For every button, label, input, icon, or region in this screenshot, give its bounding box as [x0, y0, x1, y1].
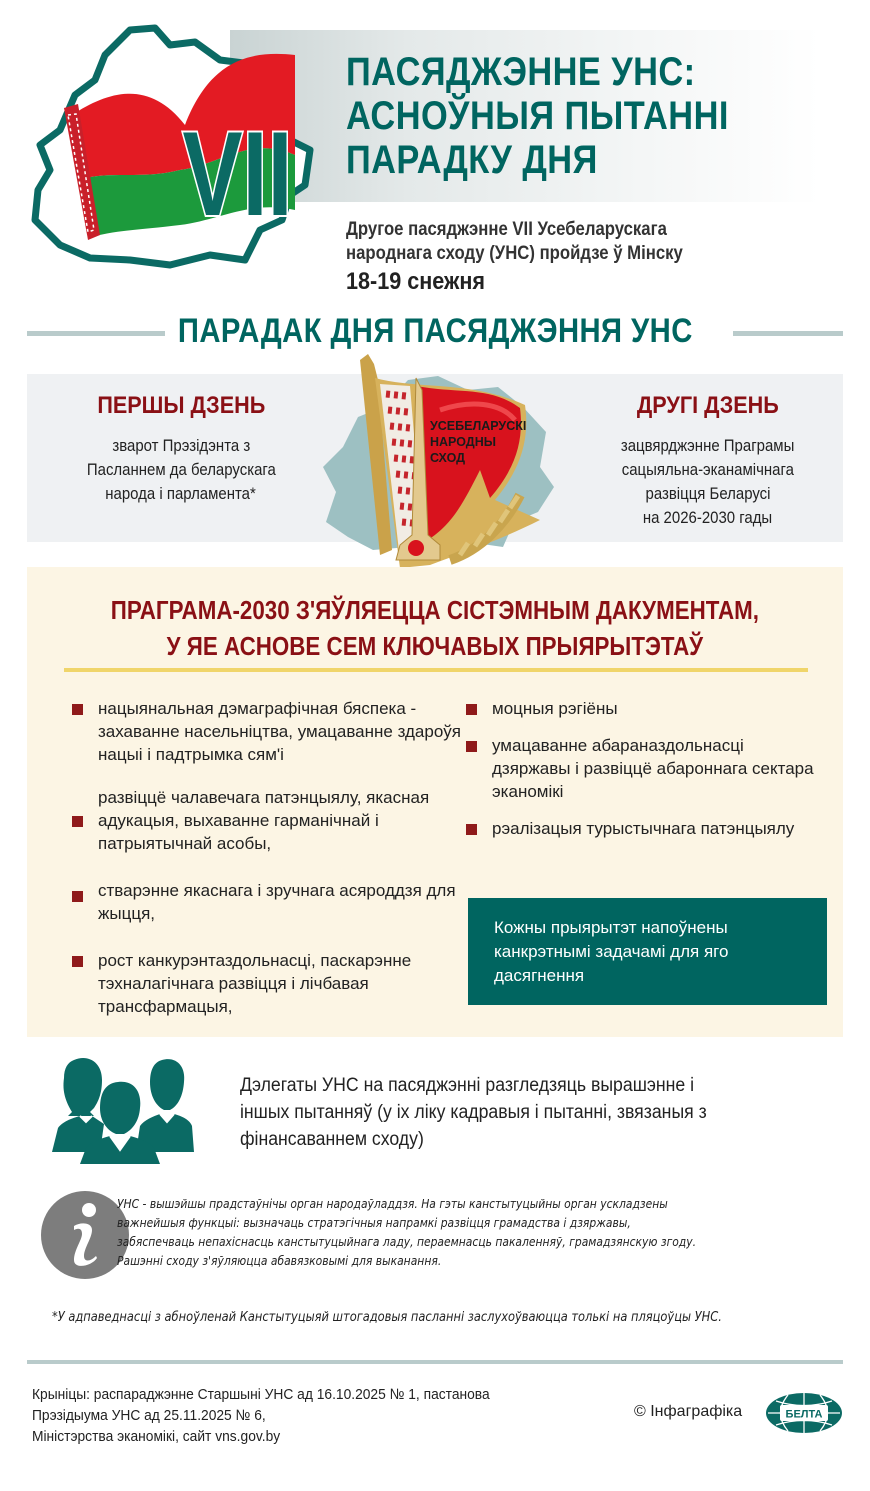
day-two-line: на 2026-2030 гады — [643, 508, 773, 527]
program-title-line-2: У ЯЕ АСНОВЕ СЕМ КЛЮЧАВЫХ ПРЫЯРЫТЭТАЎ — [166, 631, 704, 661]
footnote-text: *У адпаведнасці з абноўленай Канстытуцыяй штогадовыя пасланні заслухоўваюцца толькі на пляцоўцы УНС. — [52, 1310, 722, 1325]
priority-item — [72, 697, 462, 766]
people-group-icon — [44, 1052, 194, 1164]
priorities-list-right — [466, 697, 826, 854]
session-date: 18-19 снежня — [346, 268, 486, 295]
priorities-list-left — [72, 697, 462, 1038]
bullet-square-icon — [466, 704, 477, 715]
priority-text: моцныя рэгіёны — [492, 699, 618, 718]
title-line-3: ПАРАДКУ ДНЯ — [346, 138, 598, 182]
day-one-line: народа і парламента* — [105, 484, 257, 503]
delegates-line: іншых пытанняў (у іх ліку кадравыя і пытанні, звязаныя з — [240, 1102, 707, 1123]
sources-line: Крыніцы: распараджэнне Старшыні УНС ад 16.10.2025 № 1, пастанова — [32, 1386, 490, 1403]
priority-text: развіццё чалавечага патэнцыялу, якасная адукацыя, выхаванне гарманічнай і патрыятычнай асобы, — [98, 788, 430, 853]
day-one-description — [46, 434, 316, 506]
subtitle-line-1: Другое пасяджэнне VII Усебеларускага — [346, 219, 667, 240]
priority-text: умацаванне абараназдольнасці дзяржавы і развіццё абароннага сектара эканомікі — [492, 736, 814, 801]
delegates-line: Дэлегаты УНС на пасяджэнні разгледзяць вырашэнне і — [240, 1075, 695, 1096]
info-line: УНС - вышэйшы прадстаўнічы орган народаўладдзя. На гэты канстытуцыйны орган ускладзены — [117, 1196, 668, 1211]
priority-text: стварэнне якаснага і зручнага асяроддзя для жыцця, — [98, 881, 456, 923]
priority-item — [72, 879, 462, 925]
agenda-title — [0, 312, 870, 351]
day-two-label-text: ДРУГІ ДЗЕНЬ — [637, 392, 779, 419]
day-two — [573, 392, 843, 530]
info-text — [117, 1194, 837, 1270]
badge-text-2: НАРОДНЫ — [430, 435, 496, 449]
subtitle-line-2: народнага сходу (УНС) пройдзе ў Мінску — [346, 243, 683, 264]
priority-item — [466, 734, 826, 803]
bullet-square-icon — [72, 956, 83, 967]
delegates-line: фінансаваннем сходу) — [240, 1129, 424, 1150]
program-title-line-1: ПРАГРАМА-2030 З'ЯЎЛЯЕЦЦА СІСТЭМНЫМ ДАКУМЕНТАМ, — [110, 595, 760, 625]
belta-logo-text: БЕЛТА — [785, 1408, 823, 1421]
info-line: Рашэнні сходу з'яўляюцца абавязковымі для выканання. — [117, 1253, 442, 1268]
belta-logo — [764, 1391, 844, 1435]
delegates-text — [240, 1072, 840, 1153]
priority-text: нацыянальная дэмаграфічная бяспека - захаванне насельніцтва, умацаванне здароўя нацыі і падтрымка сям'і — [98, 699, 462, 764]
sources-line: Прэзідыума УНС ад 25.11.2025 № 6, — [32, 1407, 266, 1424]
day-two-line: зацвярджэнне Праграмы — [621, 436, 795, 455]
program-title — [27, 592, 843, 664]
badge-text-1: УСЕБЕЛАРУСКІ — [430, 419, 527, 433]
info-line: важнейшыя функцыі: вызначаць стратэгічныя напрамкі развіцця грамадства і дзяржавы, — [117, 1215, 631, 1230]
bullet-square-icon — [466, 824, 477, 835]
priorities-note-text: Кожны прыярытэт напоўнены канкрэтнымі задачамі для яго дасягнення — [494, 918, 729, 985]
day-one-label-text: ПЕРШЫ ДЗЕНЬ — [97, 392, 265, 419]
bullet-square-icon — [72, 891, 83, 902]
priorities-note — [468, 898, 827, 1005]
day-one-line: Пасланнем да беларускага — [86, 460, 276, 479]
priority-text: рэалізацыя турыстычнага патэнцыялу — [492, 819, 795, 838]
priority-item — [72, 949, 462, 1018]
page-title — [346, 50, 759, 182]
priority-item — [466, 697, 826, 720]
priority-item — [466, 817, 826, 840]
priority-item — [72, 786, 462, 855]
sources-line: Міністэрства эканомікі, сайт vns.gov.by — [32, 1428, 281, 1445]
infographic-credit: © Інфаграфіка — [634, 1403, 743, 1420]
priority-text: рост канкурэнтаздольнасці, паскарэнне тэхналагічнага развіцця і лічбавая трансфармацыя, — [98, 951, 412, 1016]
day-one — [46, 392, 316, 506]
assembly-badge — [320, 350, 550, 580]
info-line: забяспечваць непахіснасць канстытуцыйнага ладу, пераемнасць пакаленняў, грамадзянскую згоду. — [117, 1234, 697, 1249]
footnote — [52, 1310, 852, 1325]
badge-text-3: СХОД — [430, 451, 466, 465]
day-two-line: развіцця Беларусі — [645, 484, 771, 503]
day-one-line: зварот Прэзідэнта з — [112, 436, 250, 455]
title-line-2: АСНОЎНЫЯ ПЫТАННІ — [346, 94, 729, 138]
program-divider — [64, 668, 808, 672]
day-two-line: сацыяльна-эканамічнага — [621, 460, 795, 479]
agenda-title-text: ПАРАДАК ДНЯ ПАСЯДЖЭННЯ УНС — [177, 312, 693, 350]
day-one-label — [46, 392, 316, 420]
day-two-label — [573, 392, 843, 420]
sources — [32, 1384, 592, 1447]
footer-rule — [27, 1360, 843, 1364]
title-line-1: ПАСЯДЖЭННЕ УНС: — [346, 50, 696, 94]
bullet-square-icon — [72, 704, 83, 715]
vii-assembly-logo — [20, 20, 320, 280]
logo-numeral: VII — [182, 107, 293, 242]
day-two-description — [573, 434, 843, 530]
header-subtitle — [346, 218, 768, 266]
bullet-square-icon — [72, 816, 83, 827]
bullet-square-icon — [466, 741, 477, 752]
